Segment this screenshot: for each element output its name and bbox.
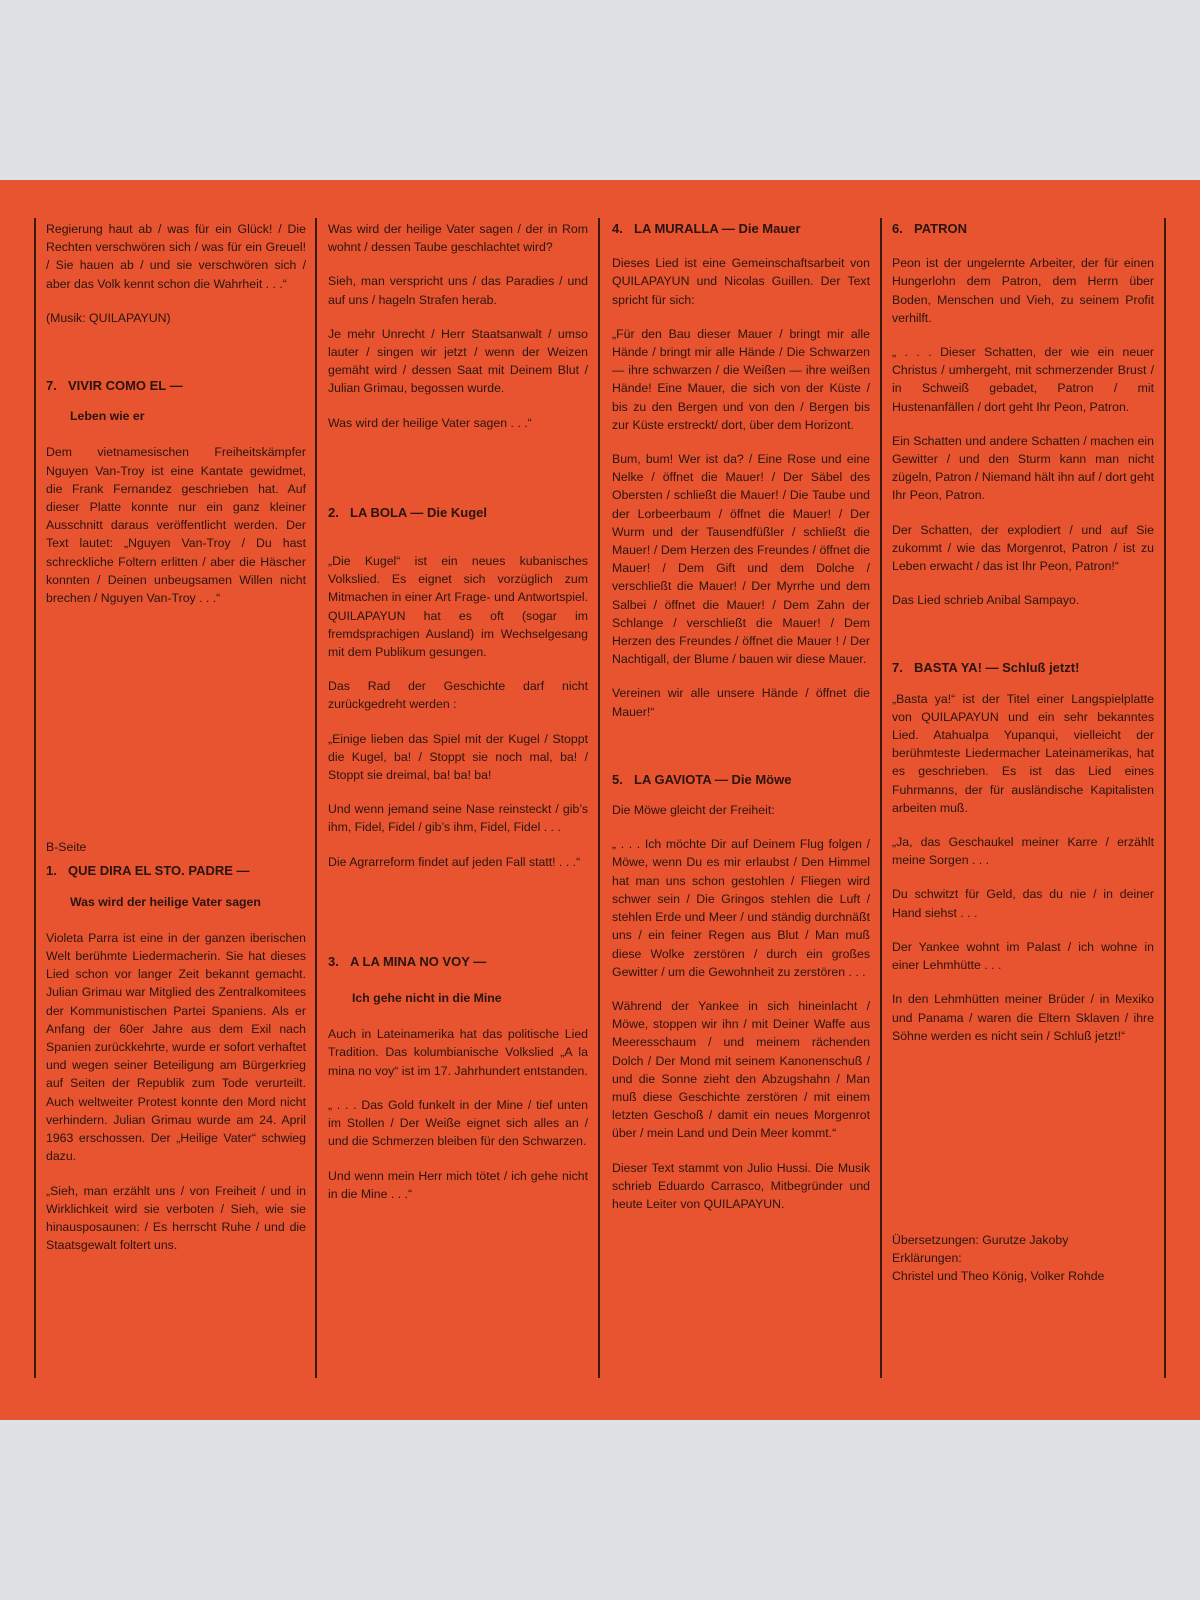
- column-rule: [34, 218, 36, 1378]
- paragraph: „Ja, das Geschaukel meiner Karre / erzählt meine Sorgen . . .: [892, 835, 1154, 868]
- paragraph: Sieh, man verspricht uns / das Paradies / und auf uns / hageln Strafen herab.: [328, 274, 588, 307]
- paragraph: Die Agrarreform findet auf jeden Fall statt! . . .“: [328, 854, 581, 869]
- section-heading: 3. A LA MINA NO VOY —: [328, 953, 487, 969]
- paragraph: Dem vietnamesischen Freiheitskämpfer Nguyen Van-Troy ist eine Kantate gewidmet, die Frank Fernandez geschrieben hat. Auf dieser Platte konnte nur ein ganz kleiner Ausschnitt daraus veröffentlicht werden. Der Text lautet: „Nguyen Van-Troy / Du hast schreckliche Foltern erlitten / aber die Häscher konnten / Deinen unbeugsamen Willen nicht brechen / Nguyen Van-Troy . . .“: [46, 445, 306, 606]
- paragraph: Auch in Lateinamerika hat das politische Lied Tradition. Das kolumbianische Volkslied „A la mina no voy“ ist im 17. Jahrhundert entstanden.: [328, 1027, 588, 1078]
- credit-line: Christel und Theo König, Volker Rohde: [892, 1269, 1105, 1284]
- paragraph: Während der Yankee in sich hineinlacht / Möwe, stoppen wir ihn / mit Deiner Waffe aus Meeresschaum / und meinem rächenden Dolch / Der Mond mit seinem Kanonenschuß / und die Sonne zieht den Abzugshahn / Man muß diese Geschichte zerstören / mit einem letzten Geschoß / damit ein neues Morgenrot über / mein Land und Dein Meer kommt.“: [612, 998, 870, 1141]
- credits: [892, 1231, 1154, 1286]
- paragraph: Das Lied schrieb Anibal Sampayo.: [892, 593, 1080, 608]
- paragraph: „ . . . Ich möchte Dir auf Deinem Flug folgen / Möwe, wenn Du es mir erlaubst / Den Himmel hat man uns schon gestohlen / Fliegen wird schwer sein / Die Gringos stehlen die Luft / stehlen Erde und Meer / und ständig durchnäßt uns / ein feiner Regen aus Blut / Man muß diese Wolke zerstören / durch ein großes Gewitter / um die Gewohnheit zu zerstören . . .: [612, 837, 870, 979]
- paragraph: „ . . . Dieser Schatten, der wie ein neuer Christus / umhergeht, mit schmerzender Brust / in Schweiß gebadet, Patron / mit Hustenanfällen / dort geht Ihr Peon, Patron.: [892, 345, 1154, 414]
- section-heading: 7. VIVIR COMO EL —: [46, 378, 183, 394]
- section-heading: 4. LA MURALLA — Die Mauer: [612, 221, 801, 236]
- paragraph: Dieser Text stammt von Julio Hussi. Die Musik schrieb Eduardo Carrasco, Mitbegründer und heute Leiter von QUILAPAYUN.: [612, 1160, 870, 1211]
- section-heading: 2. LA BOLA — Die Kugel: [328, 504, 487, 520]
- paragraph: „Für den Bau dieser Mauer / bringt mir alle Hände / bringt mir alle Hände / Die Schwarzen — ihre schwarzen / die Weißen — ihre weißen Hände! Eine Mauer, die sich von der Küste / bis zu den Bergen und von den / Bergen bis zur Küste erstreckt/ dort, über dem Horizont.: [612, 326, 870, 432]
- section-subheading: Ich gehe nicht in die Mine: [352, 991, 502, 1006]
- paragraph: In den Lehmhütten meiner Brüder / in Mexiko und Panama / waren die Eltern Sklaven / ihre Söhne werden es nicht sein / Schluß jetzt!“: [892, 992, 1154, 1043]
- paragraph: Je mehr Unrecht / Herr Staatsanwalt / umso lauter / singen wir jetzt / wenn der Weizen gemäht wird / dessen Saat mit Deinem Blut / Julian Grimau, begossen wurde.: [328, 326, 588, 396]
- section-subheading: Leben wie er: [70, 409, 145, 424]
- paragraph: „Einige lieben das Spiel mit der Kugel / Stoppt die Kugel, ba! / Stoppt sie noch mal, ba! / Stoppt sie dreimal, ba! ba! ba!: [328, 731, 588, 783]
- paragraph: Der Schatten, der explodiert / und auf Sie zukommt / wie das Morgenrot, Patron / ist zu Leben erwacht / das ist Ihr Peon, Patron!“: [892, 522, 1154, 574]
- paragraph: Vereinen wir alle unsere Hände / öffnet die Mauer!“: [612, 686, 870, 719]
- column-rule: [880, 218, 882, 1378]
- column-3: [612, 220, 870, 1392]
- paragraph: Und wenn mein Herr mich tötet / ich gehe nicht in die Mine . . .“: [328, 1168, 588, 1201]
- paragraph: Bum, bum! Wer ist da? / Eine Rose und eine Nelke / öffnet die Mauer! / Der Säbel des Obersten / schließt die Mauer! / Die Taube und der Lorbeerbaum / öffnet die Mauer! / Der Wurm und der Tausendfüßler / schließt die Mauer! / Dem Herzen des Freundes / öffnet die Mauer! / Dem Gift und dem Dolche / verschließt die Mauer! / Der Myrrhe und dem Salbei / öffnet die Mauer! / Dem Zahn der Schlange / verschließt die Mauer! / Dem Herzen des Freundes / öffnet die Mauer ! / Der Nachtigall, der Blume / bauen wir diese Mauer.: [612, 452, 870, 667]
- column-2: [328, 220, 588, 1392]
- credit-line: Übersetzungen: Gurutze Jakoby: [892, 1232, 1069, 1247]
- section-subheading: Was wird der heilige Vater sagen: [70, 894, 261, 909]
- paragraph: „Sieh, man erzählt uns / von Freiheit / und in Wirklichkeit wird sie verboten / Sieh, wie sie hinausposaunen: / Es herrscht Ruhe / und die Staatsgewalt foltert uns.: [46, 1183, 306, 1253]
- paragraph: „Basta ya!“ ist der Titel einer Langspielplatte von QUILAPAYUN und ein sehr bekanntes Lied. Atahualpa Yupanqui, vielleicht der berühmteste Liedermacher Lateinamerikas, hat es geschrieben. Es ist das Lied eines Fuhrmanns, der für ausländische Kapitalisten arbeiten muß.: [892, 691, 1154, 815]
- column-1: [46, 220, 306, 1392]
- paragraph: „Die Kugel“ ist ein neues kubanisches Volkslied. Es eignet sich vorzüglich zum Mitmachen in einer Art Frage- und Antwortspiel. QUILAPAYUN hat es oft (sogar im fremdsprachigen Ausland) im Wechselgesang mit dem Publikum gesungen.: [328, 554, 588, 660]
- column-rule: [315, 218, 317, 1378]
- paragraph: Was wird der heilige Vater sagen . . .“: [328, 415, 532, 430]
- paragraph: Was wird der heilige Vater sagen / der in Rom wohnt / dessen Taube geschlachtet wird?: [328, 222, 588, 255]
- column-rule: [1164, 218, 1166, 1378]
- paragraph: Und wenn jemand seine Nase reinsteckt / gib’s ihm, Fidel, Fidel / gib’s ihm, Fidel, Fidel . . .: [328, 802, 588, 835]
- paragraph: Ein Schatten und andere Schatten / machen ein Gewitter / und den Sturm kann man nicht zügeln, Patron / Niemand hält ihn auf / dort geht Ihr Peon, Patron.: [892, 433, 1154, 503]
- paragraph: (Musik: QUILAPAYUN): [46, 310, 171, 325]
- paragraph: Das Rad der Geschichte darf nicht zurückgedreht werden :: [328, 679, 588, 712]
- album-liner-notes: [0, 180, 1200, 1420]
- paragraph: Peon ist der ungelernte Arbeiter, der für einen Hungerlohn dem Patron, dem Herrn über Boden, Menschen und Vieh, zu seinem Profit verhilft.: [892, 256, 1154, 325]
- paragraph: Du schwitzt für Geld, das du nie / in deiner Hand siehst . . .: [892, 887, 1154, 920]
- column-rule: [598, 218, 600, 1378]
- paragraph: Die Möwe gleicht der Freiheit:: [612, 803, 775, 818]
- section-heading: 1. QUE DIRA EL STO. PADRE —: [46, 863, 250, 879]
- paragraph: Der Yankee wohnt im Palast / ich wohne in einer Lehmhütte . . .: [892, 939, 1154, 973]
- section-heading: 5. LA GAVIOTA — Die Möwe: [612, 771, 792, 787]
- credit-line: Erklärungen:: [892, 1251, 962, 1266]
- column-4: [892, 220, 1154, 1392]
- section-heading: 7. BASTA YA! — Schluß jetzt!: [892, 660, 1080, 676]
- section-heading: 6. PATRON: [892, 221, 967, 236]
- paragraph: Dieses Lied ist eine Gemeinschaftsarbeit von QUILAPAYUN und Nicolas Guillen. Der Text spricht für sich:: [612, 256, 870, 307]
- side-label: B-Seite: [46, 840, 87, 855]
- paragraph: Regierung haut ab / was für ein Glück! / Die Rechten verschwören sich / was für ein Greuel! / Sie hauen ab / und sie verschwören sich / aber das Volk kennt schon die Wahrheit . . .“: [46, 222, 306, 291]
- paragraph: „ . . . Das Gold funkelt in der Mine / tief unten im Stollen / Der Weiße eignet sich alles an / und die Schmerzen bleiben für den Schwarzen.: [328, 1097, 588, 1149]
- paragraph: Violeta Parra ist eine in der ganzen iberischen Welt berühmte Liedermacherin. Sie hat dieses Lied schon vor langer Zeit bekannt gemacht. Julian Grimau war Mitglied des Zentralkomitees der Kommunistischen Partei Spaniens. Als er Anfang der 60er Jahre aus dem Exil nach Spanien zurückkehrte, wurde er sofort verhaftet und wegen seiner Beteiligung am Bürgerkrieg auf Seiten der Republik zum Tode verurteilt. Auch weltweiter Protest konnte den Mord nicht verhindern. Julian Grimau wurde am 24. April 1963 erschossen. Der „Heilige Vater“ schwieg dazu.: [46, 930, 306, 1164]
